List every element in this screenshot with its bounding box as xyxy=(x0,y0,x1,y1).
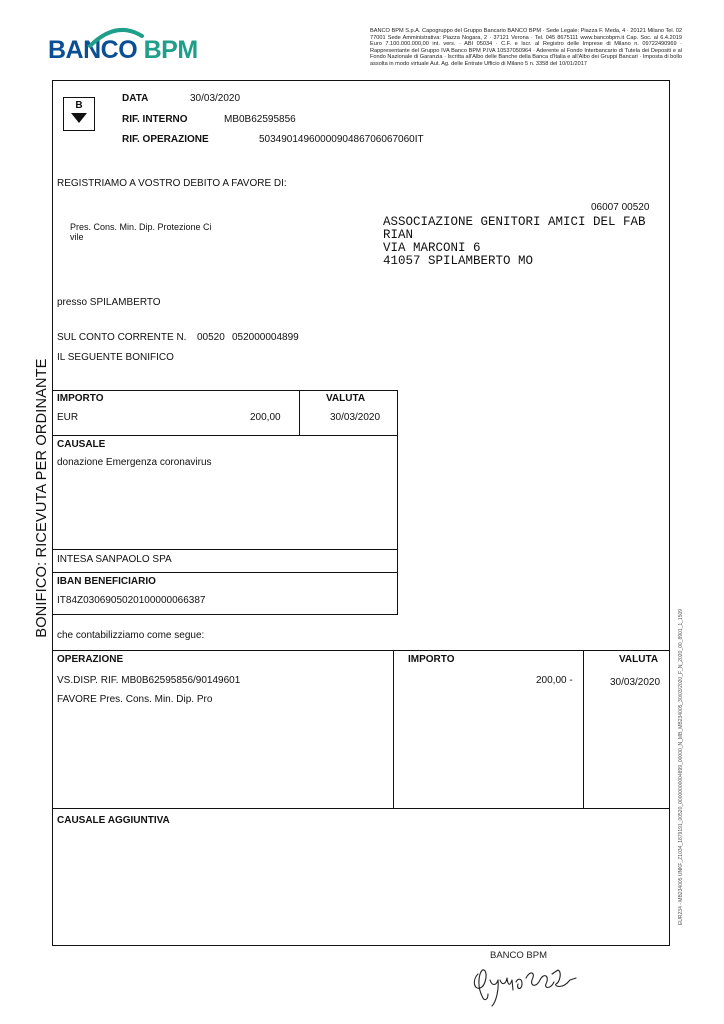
operazione-table-top xyxy=(52,650,670,651)
bonifico-icon-letter: B xyxy=(75,100,83,111)
bank-legal-text: BANCO BPM S.p.A. Capogruppo del Gruppo Bancario BANCO BPM · Sede Legale: Piazza F. Meda, 4 · 20121 Milano Tel. 02 77001 Sede Amministrativa: Piazza Nogara, 2 · 37121 Verona · Tel. 045 8675111 www.bancobpm.it Cap. Soc. al 6.4.2019 Euro 7.100.000.000,00 int. vers. · ABI 05034 · C.F. e Iscr. al Registro delle Imprese di Milano n. 09722490969 · Rappresentante del Gruppo IVA Banco BPM P.IVA 10537050964 · Aderente al Fondo Interbancario di Tutela dei Depositi e al Fondo Nazionale di Garanzia · Iscritta all'Albo delle Banche della Banca d'Italia e all'Albo dei Gruppi Bancari · Imposta di bollo assolta in modo virtuale Aut. Ag. delle Entrate Ufficio di Milano 5 n. 3358 del 10/01/2017 xyxy=(370,28,682,67)
logo-secondary-text: BPM xyxy=(143,36,198,64)
operazione-row-amount: 200,00 - xyxy=(536,675,573,686)
logo-primary-text: BANCO xyxy=(48,36,138,64)
value-date: 30/03/2020 xyxy=(330,412,381,423)
handwritten-signature-icon xyxy=(466,950,586,1012)
document-type-side-label xyxy=(31,355,53,640)
beneficiary-name-line2: vile xyxy=(70,232,84,242)
causale-label: CAUSALE xyxy=(57,439,106,450)
document-code-side-label xyxy=(676,592,686,942)
iban-value: IT84Z0306905020100000066387 xyxy=(57,595,206,606)
side-code-text: EUR234 - MB234005 UNKF_Z1034_1879191_00520_00000000004899_00000_N_MB_MB234005_30/03/2020_F_N_2020_00_8901_1_1509 xyxy=(678,608,684,926)
operazione-importo-divider xyxy=(393,650,394,808)
rif-operazione-label: RIF. OPERAZIONE xyxy=(122,134,209,145)
beneficiary-address-line: 41057 SPILAMBERTO MO xyxy=(383,254,534,268)
bonifico-icon xyxy=(63,97,95,131)
signature-area xyxy=(466,950,586,1012)
operazione-row-line1: VS.DISP. RIF. MB0B62595856/90149601 xyxy=(57,675,241,686)
data-label: DATA xyxy=(122,93,149,104)
operazione-row-line2: FAVORE Pres. Cons. Min. Dip. Pro xyxy=(57,694,213,705)
beneficiary-address-line: RIAN xyxy=(383,228,414,242)
causale-value: donazione Emergenza coronavirus xyxy=(57,457,212,468)
importo-valuta-col-divider xyxy=(583,650,584,808)
operazione-header: OPERAZIONE xyxy=(57,654,124,665)
side-label-text: BONIFICO: RICEVUTA PER ORDINANTE xyxy=(34,357,50,638)
beneficiary-name-line1: Pres. Cons. Min. Dip. Protezione Ci xyxy=(70,222,212,232)
iban-divider xyxy=(52,572,398,573)
down-arrow-icon xyxy=(71,113,87,123)
presso-text: presso SPILAMBERTO xyxy=(57,297,161,308)
causale-divider xyxy=(52,435,398,436)
operazione-row-valuta: 30/03/2020 xyxy=(610,677,661,688)
contabilizziamo-text: che contabilizziamo come segue: xyxy=(57,630,205,641)
rif-interno-label: RIF. INTERNO xyxy=(122,114,188,125)
causale-aggiuntiva-label: CAUSALE AGGIUNTIVA xyxy=(57,815,170,826)
beneficiary-code: 06007 00520 xyxy=(591,202,650,213)
rif-interno-value: MB0B62595856 xyxy=(224,114,296,125)
amount-value: 200,00 xyxy=(250,412,281,423)
iban-label: IBAN BENEFICIARIO xyxy=(57,576,156,587)
conto-label: SUL CONTO CORRENTE N. xyxy=(57,332,187,343)
beneficiary-address-line: VIA MARCONI 6 xyxy=(383,241,481,255)
data-value: 30/03/2020 xyxy=(190,93,241,104)
valuta-header: VALUTA xyxy=(619,654,659,665)
importo-valuta-divider xyxy=(299,390,300,435)
logo-swoosh-icon xyxy=(86,24,146,50)
beneficiary-bank-name: INTESA SANPAOLO SPA xyxy=(57,554,172,565)
beneficiary-address-line: ASSOCIAZIONE GENITORI AMICI DEL FAB xyxy=(383,215,646,229)
bank-logo xyxy=(48,36,198,65)
valuta-label: VALUTA xyxy=(326,393,366,404)
seguente-text: IL SEGUENTE BONIFICO xyxy=(57,352,174,363)
signature-bank-label: BANCO BPM xyxy=(490,950,548,961)
bank-divider xyxy=(52,549,398,550)
importo-label: IMPORTO xyxy=(57,393,104,404)
intro-text: REGISTRIAMO A VOSTRO DEBITO A FAVORE DI: xyxy=(57,178,287,189)
conto-abi: 00520 xyxy=(197,332,225,343)
currency-value: EUR xyxy=(57,412,79,423)
importo-header: IMPORTO xyxy=(408,654,455,665)
operazione-table-bottom xyxy=(52,808,670,809)
rif-operazione-value: 5034901496000090486706067060IT xyxy=(259,134,424,145)
conto-number: 052000004899 xyxy=(232,332,299,343)
